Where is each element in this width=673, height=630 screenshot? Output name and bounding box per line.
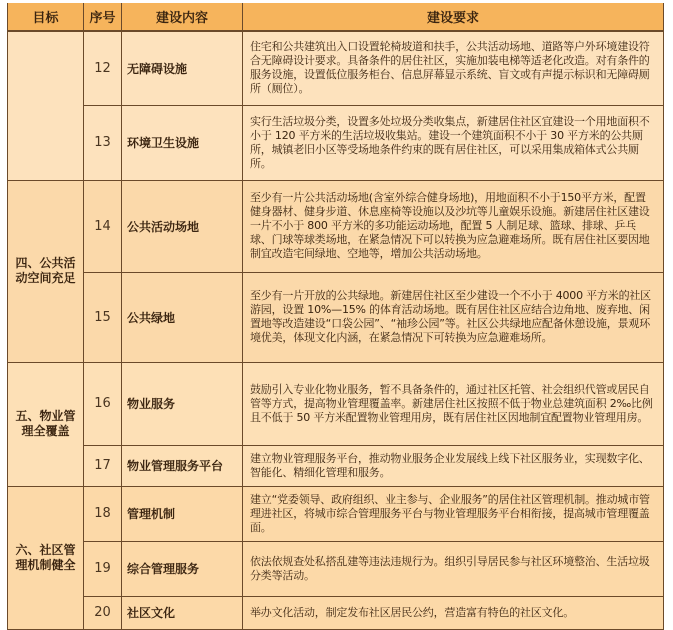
group-4 bbox=[8, 180, 664, 362]
table-row bbox=[8, 105, 664, 180]
requirement-text: 实行生活垃圾分类，设置多处垃圾分类收集点，新建居住社区宜建设一个用地面积不小于 120 平方米的生活垃圾收集站。建设一个建筑面积不小于 30 平方米的公共厕所，城镇老旧小区等受场地条件约束的既有居住社区，可以采用集成箱体式公共厕所。 bbox=[243, 105, 664, 180]
table-row bbox=[8, 445, 664, 486]
requirement-text: 至少有一片公共活动场地(含室外综合健身场地)，用地面积不小于150平方米，配置健身器材、健身步道、休息座椅等设施以及沙坑等儿童娱乐设施。新建居住社区建设一片不小于 800 平方米的多功能运动场地，配置 5 人制足球、篮球、排球、乒乓球、门球等球类场地，在紧急情况下可以转换为应急避难场所。既有居住社区要因地制宜改造宅间绿地、空地等，增加公共活动场地。 bbox=[243, 180, 664, 272]
table-row bbox=[8, 272, 664, 362]
group-6 bbox=[8, 486, 664, 629]
requirement-text: 建立“党委领导、政府组织、业主参与、企业服务”的居住社区管理机制。推动城市管理进社区，将城市综合管理服务平台与物业管理服务平台相衔接，提高城市管理覆盖面。 bbox=[243, 486, 664, 541]
table-row bbox=[8, 31, 664, 105]
row-number: 19 bbox=[84, 541, 122, 596]
content-item: 公共活动场地 bbox=[122, 180, 243, 272]
table-row bbox=[8, 486, 664, 541]
row-number: 20 bbox=[84, 596, 122, 629]
requirement-text: 依法依规查处私搭乱建等违法违规行为。组织引导居民参与社区环境整治、生活垃圾分类等活动。 bbox=[243, 541, 664, 596]
requirements-table bbox=[7, 3, 664, 630]
row-number: 16 bbox=[84, 362, 122, 445]
requirement-text: 鼓励引入专业化物业服务，暂不具备条件的，通过社区托管、社会组织代管或居民自管等方式，提高物业管理覆盖率。新建居住社区按照不低于物业总建筑面积 2‰比例且不低于 50 平方米配置物业管理用房，既有居住社区因地制宜配置物业管理用房。 bbox=[243, 362, 664, 445]
content-item: 物业服务 bbox=[122, 362, 243, 445]
row-number: 18 bbox=[84, 486, 122, 541]
content-item: 无障碍设施 bbox=[122, 31, 243, 105]
row-number: 14 bbox=[84, 180, 122, 272]
requirement-text: 举办文化活动，制定发布社区居民公约，营造富有特色的社区文化。 bbox=[243, 596, 664, 629]
header-goal: 目标 bbox=[8, 3, 84, 31]
content-item: 社区文化 bbox=[122, 596, 243, 629]
header-content: 建设内容 bbox=[122, 3, 243, 31]
requirement-text: 建立物业管理服务平台，推动物业服务企业发展线上线下社区服务业，实现数字化、智能化、精细化管理和服务。 bbox=[243, 445, 664, 486]
goal-cell: 五、物业管理全覆盖 bbox=[8, 362, 84, 486]
goal-cell: 六、社区管理机制健全 bbox=[8, 486, 84, 629]
requirements-table-container bbox=[7, 3, 663, 630]
content-item: 综合管理服务 bbox=[122, 541, 243, 596]
group-3 bbox=[8, 31, 664, 180]
table-row bbox=[8, 596, 664, 629]
row-number: 12 bbox=[84, 31, 122, 105]
header-requirement: 建设要求 bbox=[243, 3, 664, 31]
content-item: 物业管理服务平台 bbox=[122, 445, 243, 486]
header-number: 序号 bbox=[84, 3, 122, 31]
row-number: 17 bbox=[84, 445, 122, 486]
requirement-text: 至少有一片开放的公共绿地。新建居住社区至少建设一个不小于 4000 平方米的社区游园，设置 10%—15% 的体育活动场地。既有居住社区应结合边角地、废弃地、闲置地等改造建设“口袋公园”、“袖珍公园”等。社区公共绿地应配备休憩设施，景观环境优美，体现文化内涵，在紧急情况下可转换为应急避难场所。 bbox=[243, 272, 664, 362]
content-item: 公共绿地 bbox=[122, 272, 243, 362]
content-item: 管理机制 bbox=[122, 486, 243, 541]
table-row bbox=[8, 180, 664, 272]
requirement-text: 住宅和公共建筑出入口设置轮椅坡道和扶手，公共活动场地、道路等户外环境建设符合无障碍设计要求。具备条件的居住社区，实施加装电梯等适老化改造。对有条件的服务设施，设置低位服务柜台、信息屏幕显示系统、盲文或有声提示标识和无障碍厕所（厕位）。 bbox=[243, 31, 664, 105]
goal-cell bbox=[8, 31, 84, 180]
group-5 bbox=[8, 362, 664, 486]
content-item: 环境卫生设施 bbox=[122, 105, 243, 180]
goal-cell: 四、公共活动空间充足 bbox=[8, 180, 84, 362]
header-row bbox=[8, 3, 664, 31]
table-row bbox=[8, 362, 664, 445]
table-row bbox=[8, 541, 664, 596]
row-number: 13 bbox=[84, 105, 122, 180]
row-number: 15 bbox=[84, 272, 122, 362]
